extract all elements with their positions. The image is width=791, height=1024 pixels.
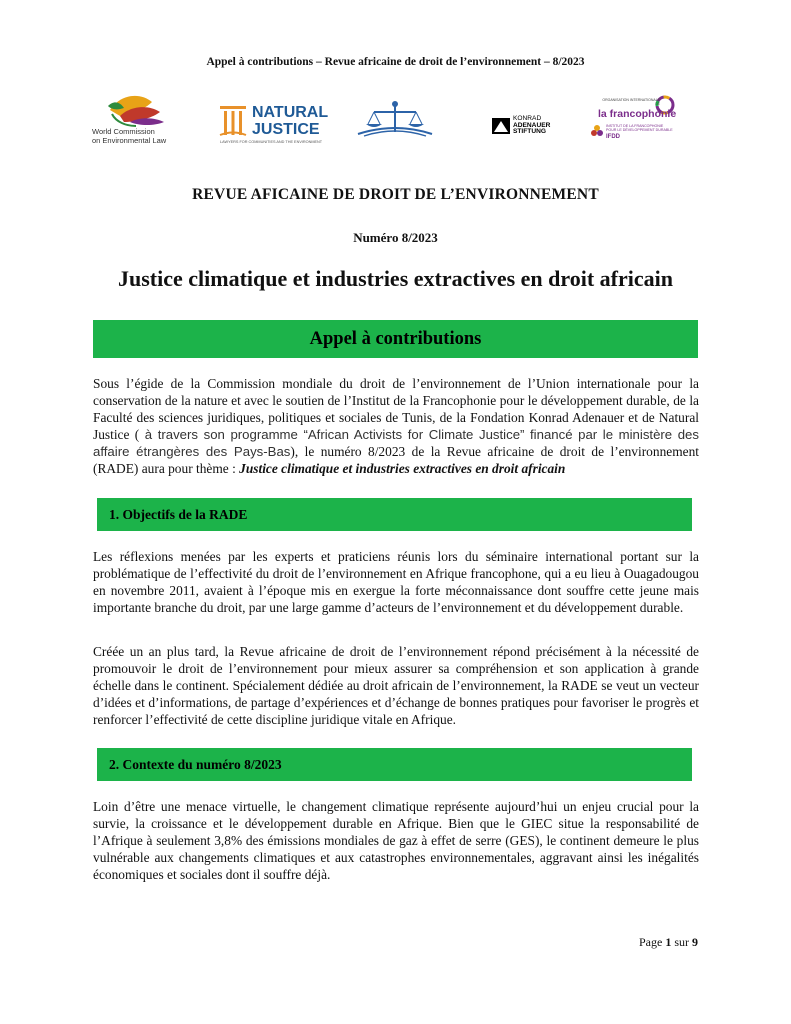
section-2-heading: 2. Contexte du numéro 8/2023 [97, 748, 692, 781]
ifdd-sub2: POUR LE DÉVELOPPEMENT DURABLE [606, 128, 673, 133]
natural-justice-icon [218, 104, 248, 138]
ifdd-abbr: IFDD [606, 134, 620, 140]
footer-page-total: 9 [692, 935, 698, 949]
wcel-logo [90, 92, 200, 152]
section-1-paragraph-2: Créée un an plus tard, la Revue africaine de droit de l’environnement répond précisément à la nécessité de promouvoir le droit de l’environnement pour mieux assurer sa compréhension et son application à grande échelle dans le continent. Spécialement dédiée au droit africain de l’environnement, la RADE se veut un vecteur d’idées et d’informations, de partage d’expériences et d’échange de bonnes pratiques pour favoriser le progrès et renforcer l’effectivité de cette discipline juridique vitale en Afrique. [93, 644, 699, 728]
wcel-line1: World Commission [92, 127, 155, 136]
running-header: Appel à contributions – Revue africaine de droit de l’environnement – 8/2023 [206, 56, 585, 68]
footer-of-word: sur [674, 935, 689, 949]
kas-line3: STIFTUNG [513, 128, 546, 136]
intro-insert: à travers son programme “African Activists for Climate Justice” financé par le ministère des affaire étrangères des Pays-Bas [93, 427, 699, 460]
kas-line1: KONRAD [513, 115, 542, 122]
intro-theme: Justice climatique et industries extractives en droit africain [239, 461, 566, 477]
wcel-line2: on Environmental Law [92, 135, 167, 145]
section-1-paragraph-1: Les réflexions menées par les experts et praticiens réunis lors du séminaire international portant sur la problématique de l’effectivité du droit de l’environnement en Afrique francophone, qui a eu lieu à Ouagadougou en novembre 2011, avaient à l’époque mis en exergue la forte méconnaissance dont souffre cette jeune mais importante branche du droit, par une large gamme d’acteurs de l’environnement et du développement durable. [93, 549, 699, 616]
section-1-heading: 1. Objectifs de la RADE [97, 498, 692, 531]
francophonie-logo [590, 92, 710, 152]
ifdd-sub1: INSTITUT DE LA FRANCOPHONIE [606, 124, 664, 128]
call-for-contributions-banner: Appel à contributions [93, 320, 698, 358]
footer-page-word: Page [639, 935, 663, 949]
page-footer [639, 935, 698, 950]
section-2-paragraph-1: Loin d’être une menace virtuelle, le changement climatique représente aujourd’hui un enjeu crucial pour la survie, la croissance et le développement durable en Afrique. Bien que le GIEC situe la responsabilité de l’Afrique à seulement 3,8% des émissions mondiales de gaz à effet de serre (GES), le continent demeure le plus vulnérable aux changements climatiques et aux catastrophes environnementales, aggravant ainsi les inégalités économiques et sociales dont il souffre déjà. [93, 799, 699, 883]
issue-number: Numéro 8/2023 [353, 230, 438, 245]
kas-emblem-icon [492, 118, 510, 134]
partner-logos [90, 92, 710, 152]
francophonie-name: la francophonie [598, 108, 677, 120]
natural-justice-logo [218, 92, 333, 152]
kas-logo [492, 92, 572, 152]
footer-page-number: 1 [665, 935, 672, 949]
review-title: REVUE AFICAINE DE DROIT DE L’ENVIRONNEMENT [192, 186, 599, 203]
intro-part2: ), le numéro 8/2023 de la Revue africaine de droit de l’environnement (RADE) aura pour thème : [93, 444, 699, 477]
natural-justice-line1: NATURAL [252, 104, 329, 121]
ifdd-emblem-icon [590, 124, 604, 138]
kas-line2: ADENAUER [513, 121, 551, 129]
natural-justice-line2: JUSTICE [252, 121, 320, 138]
francophonie-top: ORGANISATION INTERNATIONALE DE [602, 98, 660, 106]
scales-of-justice-icon [350, 92, 440, 152]
main-title: Justice climatique et industries extractives en droit africain [118, 266, 673, 291]
intro-paragraph [93, 375, 699, 478]
intro-part1: Sous l’égide de la Commission mondiale du droit de l’environnement de l’Union internationale pour la conservation de la nature et avec le soutien de l’Institut de la Francophonie pour le développement durable, de la Faculté des sciences juridiques, politiques et sociales de Tunis, de la Fondation Konrad Adenauer et de Natural Justice ( [93, 376, 699, 443]
natural-justice-tagline: LAWYERS FOR COMMUNITIES AND THE ENVIRONMENT [220, 140, 323, 144]
scales-logo [350, 92, 440, 152]
